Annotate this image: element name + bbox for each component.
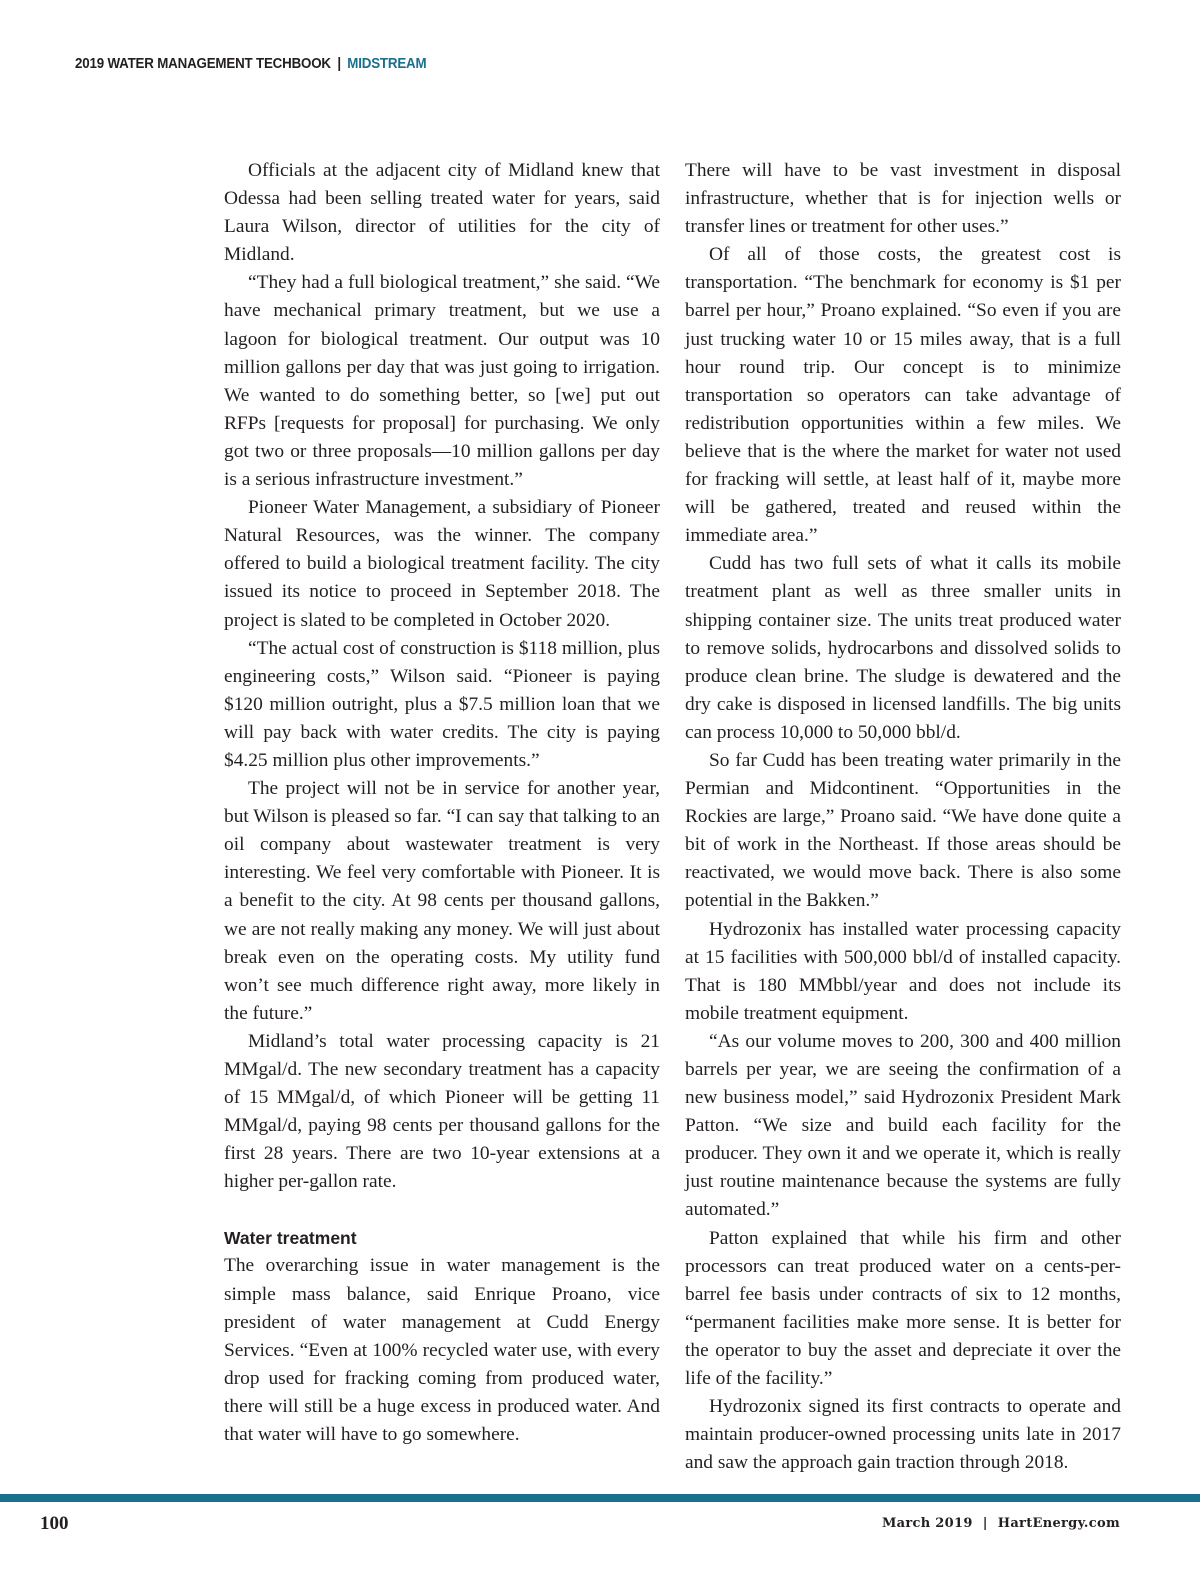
paragraph: So far Cudd has been treating water primarily in the Permian and Midcontinent. “Opportunities in the Rockies are large,” Proano said. “We have done quite a bit of work in the Northeast. If those areas should be reactivated, we would move back. There is also some potential in the Bakken.”	[685, 749, 1121, 912]
running-header	[75, 56, 426, 72]
header-separator: |	[337, 56, 341, 72]
paragraph: Pioneer Water Management, a subsidiary of Pioneer Natural Resources, was the winner. The company offered to build a biological treatment facility. The city issued its notice to proceed in September 2018. The project is slated to be completed in October 2020.	[224, 497, 660, 631]
paragraph: Officials at the adjacent city of Midland knew that Odessa had been selling treated water for years, said Laura Wilson, director of utilities for the city of Midland.	[224, 160, 660, 266]
publication-title: 2019 WATER MANAGEMENT TECHBOOK	[75, 56, 331, 72]
paragraph: The project will not be in service for another year, but Wilson is pleased so far. “I can say that talking to an oil company about wastewater treatment is very interesting. We feel very comfortable with Pioneer. It is a benefit to the city. At 98 cents per thousand gallons, we are not really making any money. We will just about break even on the operating costs. My utility fund won’t see much difference right away, more likely in the future.”	[224, 778, 660, 1024]
paragraph: Cudd has two full sets of what it calls its mobile treatment plant as well as three smaller units in shipping container size. The units treat produced water to remove solids, hydrocarbons and dissolved solids to produce clean brine. The sludge is dewatered and the dry cake is disposed in licensed landfills. The big units can process 10,000 to 50,000 bbl/d.	[685, 553, 1121, 743]
footer-info	[882, 1516, 1120, 1531]
website-link[interactable]: HartEnergy.com	[997, 1516, 1120, 1531]
paragraph: Patton explained that while his firm and other processors can treat produced water on a cents-per-barrel fee basis under contracts of six to 12 months, “permanent facilities make more sense. It is better for the operator to buy the asset and depreciate it over the life of the facility.”	[685, 1227, 1121, 1390]
article-column-right	[685, 157, 1121, 1477]
paragraph: “As our volume moves to 200, 300 and 400 million barrels per year, we are seeing the confirmation of a new business model,” said Hydrozonix President Mark Patton. “We size and build each facility for the producer. They own it and we operate it, which is really just routine maintenance because the systems are fully automated.”	[685, 1030, 1121, 1221]
section-label: MIDSTREAM	[347, 56, 427, 72]
paragraph: The overarching issue in water management is the simple mass balance, said Enrique Proano, vice president of water management at Cudd Energy Services. “Even at 100% recycled water use, with every drop used for fracking coming from produced water, there will still be a huge excess in produced water. And that water will have to go somewhere.	[224, 1255, 660, 1446]
footer-separator: |	[982, 1516, 988, 1531]
paragraph: Midland’s total water processing capacity is 21 MMgal/d. The new secondary treatment has a capacity of 15 MMgal/d, of which Pioneer will be getting 11 MMgal/d, paying 98 cents per thousand gallons for the first 28 years. There are two 10-year extensions at a higher per-gallon rate.	[224, 1030, 660, 1193]
issue-date: March 2019	[881, 1516, 973, 1531]
page-number: 100	[40, 1513, 69, 1534]
section-subhead: Water treatment	[224, 1228, 357, 1249]
paragraph: Of all of those costs, the greatest cost is transportation. “The benchmark for economy is $1 per barrel per hour,” Proano explained. “So even if you are just trucking water 10 or 15 miles away, that is a full hour round trip. Our concept is to minimize transportation so operators can take advantage of redistribution opportunities within a few miles. We believe that is the where the market for water not used for fracking will settle, at least half of it, maybe more will be gathered, treated and reused within the immediate area.”	[685, 244, 1121, 547]
paragraph: “The actual cost of construction is $118 million, plus engineering costs,” Wilson said. “Pioneer is paying $120 million outright, plus a $7.5 million loan that we will pay back with water credits. The city is paying $4.25 million plus other improvements.”	[224, 637, 660, 771]
article-column-left	[224, 157, 660, 1449]
paragraph: Hydrozonix signed its first contracts to operate and maintain producer-owned processing units late in 2017 and saw the approach gain traction through 2018.	[685, 1396, 1121, 1474]
paragraph-continuation: There will have to be vast investment in disposal infrastructure, whether that is for injection wells or transfer lines or treatment for other uses.”	[685, 160, 1121, 238]
paragraph: “They had a full biological treatment,” she said. “We have mechanical primary treatment, but we use a lagoon for biological treatment. Our output was 10 million gallons per day that was just going to irrigation. We wanted to do something better, so [we] put out RFPs [requests for proposal] for purchasing. We only got two or three proposals—10 million gallons per day is a serious infrastructure investment.”	[224, 272, 660, 491]
footer-rule	[0, 1494, 1200, 1502]
paragraph: Hydrozonix has installed water processing capacity at 15 facilities with 500,000 bbl/d of installed capacity. That is 180 MMbbl/year and does not include its mobile treatment equipment.	[685, 918, 1121, 1024]
